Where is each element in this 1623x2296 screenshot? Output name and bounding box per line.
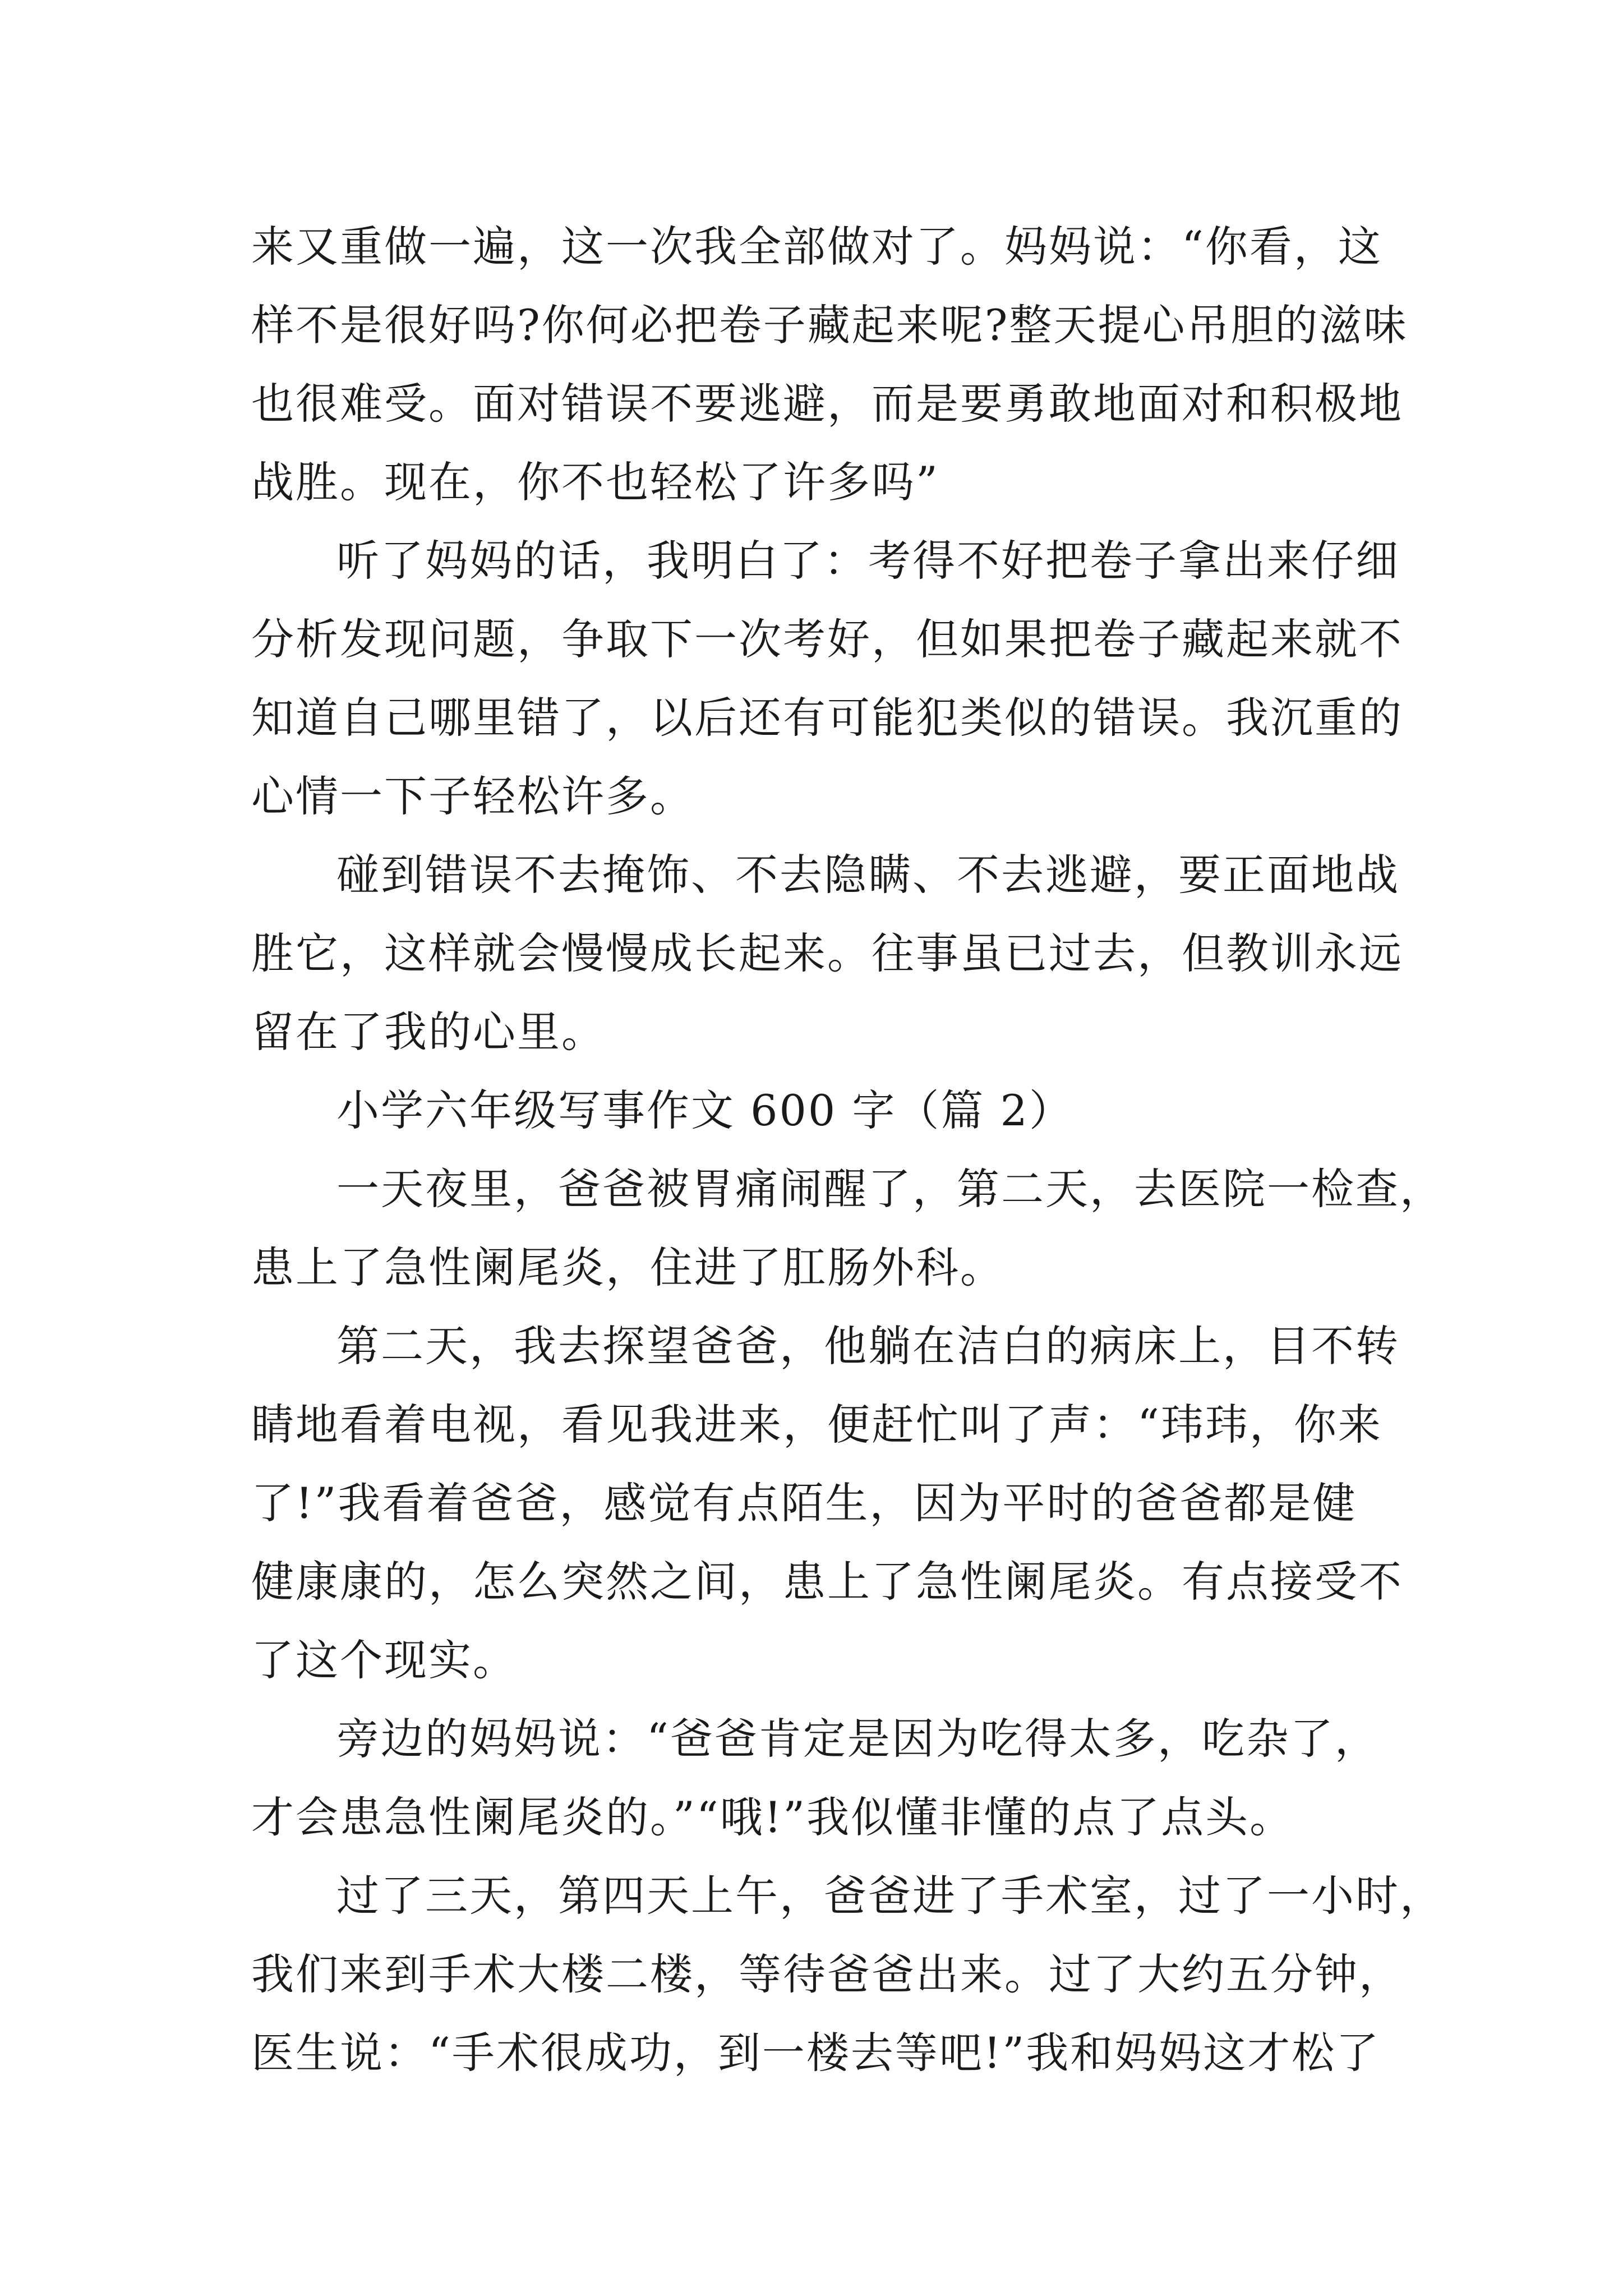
text-line: 战胜。现在，你不也轻松了许多吗” bbox=[251, 457, 939, 507]
text-line: 健康康的，怎么突然之间，患上了急性阑尾炎。有点接受不 bbox=[251, 1557, 1403, 1607]
text-line: 患上了急性阑尾炎，住进了肛肠外科。 bbox=[251, 1243, 1004, 1292]
text-line: 医生说：“手术很成功，到一楼去等吧!”我和妈妈这才松了 bbox=[251, 2028, 1381, 2078]
text-line: 了这个现实。 bbox=[251, 1635, 517, 1685]
text-line: 来又重做一遍，这一次我全部做对了。妈妈说：“你看，这 bbox=[251, 222, 1382, 272]
text-line: 旁边的妈妈说：“爸爸肯定是因为吃得太多，吃杂了， bbox=[336, 1714, 1379, 1764]
text-line: 一天夜里，爸爸被胃痛闹醒了，第二天，去医院一检查， bbox=[336, 1164, 1444, 1214]
text-line: 分析发现问题，争取下一次考好，但如果把卷子藏起来就不 bbox=[251, 614, 1403, 664]
text-line: 了!”我看着爸爸，感觉有点陌生，因为平时的爸爸都是健 bbox=[251, 1478, 1357, 1528]
text-line: 胜它，这样就会慢慢成长起来。往事虽已过去，但教训永远 bbox=[251, 928, 1403, 978]
text-line: 过了三天，第四天上午，爸爸进了手术室，过了一小时， bbox=[336, 1871, 1444, 1921]
text-line: 碰到错误不去掩饰、不去隐瞒、不去逃避，要正面地战 bbox=[336, 850, 1400, 900]
text-line: 才会患急性阑尾炎的。”“哦!”我似懂非懂的点了点头。 bbox=[251, 1792, 1294, 1842]
text-line: 也很难受。面对错误不要逃避，而是要勇敢地面对和积极地 bbox=[251, 379, 1403, 429]
text-line: 样不是很好吗?你何必把卷子藏起来呢?整天提心吊胆的滋味 bbox=[251, 300, 1408, 350]
text-line: 听了妈妈的话，我明白了：考得不好把卷子拿出来仔细 bbox=[336, 536, 1400, 586]
text-line: 睛地看着电视，看见我进来，便赶忙叫了声：“玮玮，你来 bbox=[251, 1400, 1382, 1450]
text-line: 留在了我的心里。 bbox=[251, 1007, 606, 1057]
text-line: 心情一下子轻松许多。 bbox=[251, 771, 694, 821]
text-line: 我们来到手术大楼二楼，等待爸爸出来。过了大约五分钟， bbox=[251, 1949, 1403, 1999]
section-heading: 小学六年级写事作文 600 字（篇 2） bbox=[336, 1085, 1073, 1135]
text-line: 第二天，我去探望爸爸，他躺在洁白的病床上，目不转 bbox=[336, 1321, 1400, 1371]
text-line: 知道自己哪里错了，以后还有可能犯类似的错误。我沉重的 bbox=[251, 693, 1403, 743]
